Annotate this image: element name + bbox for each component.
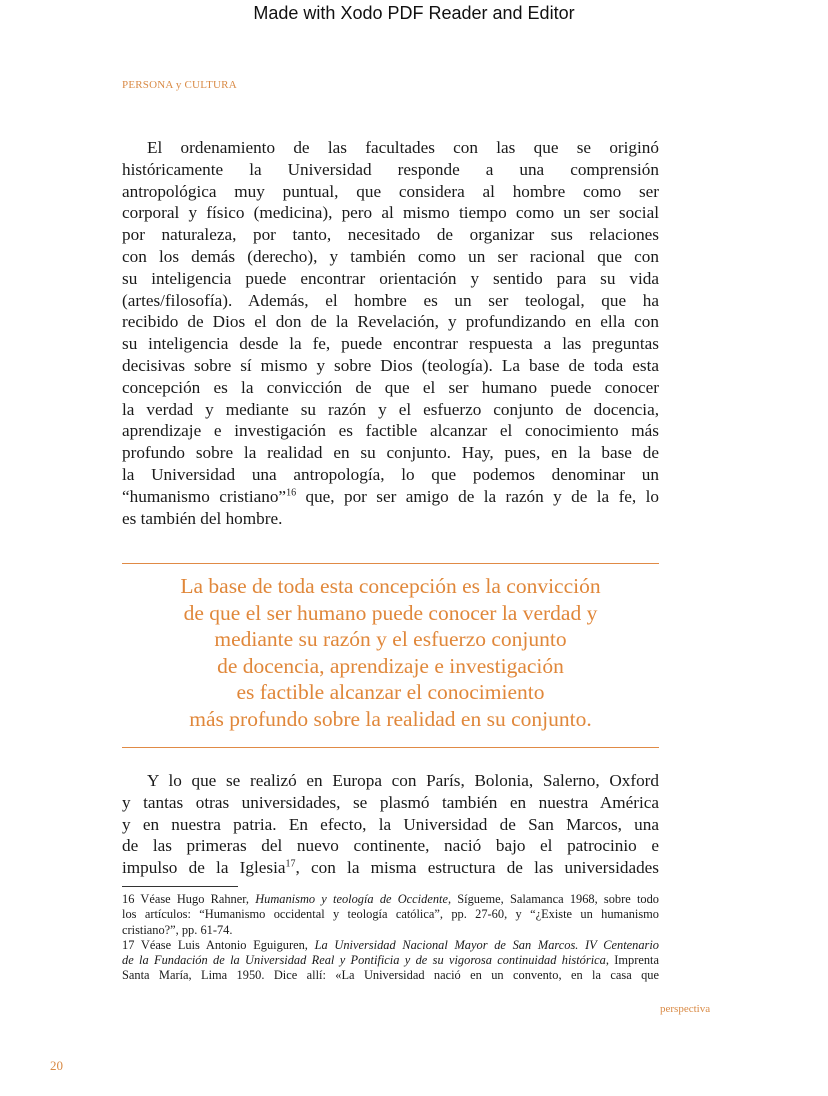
quote-line: es factible alcanzar el conocimiento: [236, 680, 545, 705]
text-line: Y lo que se realizó en Europa con París, Bolonia, Salerno, Oxford: [147, 771, 659, 790]
book-title: Humanismo y teología de Occidente: [255, 892, 448, 906]
book-title: de la Fundación de la Universidad Real y Pontificia y de su vigorosa continuidad histórica: [122, 953, 606, 968]
text-span: 17 Véase Luis Antonio Eguiguren,: [122, 937, 315, 952]
paragraph-1: [122, 137, 659, 529]
pull-quote: [122, 573, 659, 733]
footnote-16-line: [122, 892, 659, 907]
text-line: (artes/filosofía). Además, el hombre es un ser teologal, que ha: [122, 290, 659, 310]
page-number: 20: [50, 1058, 63, 1073]
text-line: con los demás (derecho), y también como un ser racional que con: [122, 246, 659, 266]
text-line: su inteligencia desde la fe, puede encontrar respuesta a las preguntas: [122, 334, 659, 354]
running-header: PERSONA y CULTURA: [122, 79, 237, 91]
text-line: históricamente la Universidad responde a una comprensión: [122, 159, 659, 179]
footnote-rule: [122, 886, 238, 887]
text-span: , Imprenta: [605, 953, 659, 968]
footnote-ref-17[interactable]: 17: [285, 858, 296, 870]
footnote-17-line: [122, 953, 659, 968]
footnote-16-line: los artículos: “Humanismo occidental y teología católica”, pp. 27-60, y “¿Existe un humanismo: [122, 907, 659, 922]
quote-line: mediante su razón y el esfuerzo conjunto: [214, 627, 567, 652]
quote-line: de docencia, aprendizaje e investigación: [217, 653, 564, 678]
text-line: profundo sobre la realidad en su conjunto. Hay, pues, en la base de: [122, 443, 659, 463]
text-line: es también del hombre.: [122, 508, 283, 528]
watermark-banner: Made with Xodo PDF Reader and Editor: [253, 3, 575, 23]
quote-line: La base de toda esta concepción es la convicción: [180, 574, 601, 598]
footnote-16-line: cristiano?”, pp. 61-74.: [122, 922, 233, 937]
text-line: la verdad y mediante su razón y el esfuerzo conjunto de docencia,: [122, 399, 659, 419]
text-line: por naturaleza, por tanto, necesitado de organizar sus relaciones: [122, 225, 659, 245]
text-span: , con la misma estructura de las universidades: [295, 858, 659, 878]
paragraph-2: [122, 770, 659, 879]
footnote-17-line: Santa María, Lima 1950. Dice allí: «La Universidad nació en un convento, en la casa que: [122, 968, 659, 983]
text-line: y tantas otras universidades, se plasmó también en nuestra América: [122, 792, 659, 812]
text-line: de las primeras del nuevo continente, nació bajo el patrocinio e: [122, 836, 659, 856]
text-line: El ordenamiento de las facultades con las que se originó: [147, 138, 659, 157]
text-line: concepción es la convicción de que el ser humano puede conocer: [122, 377, 659, 397]
running-footer: perspectiva: [660, 1003, 711, 1015]
quote-line: más profundo sobre la realidad en su conjunto.: [189, 706, 592, 731]
text-line: decisivas sobre sí mismo y sobre Dios (teología). La base de toda esta: [122, 355, 659, 375]
text-span: que, por ser amigo de la razón y de la fe, lo: [296, 486, 659, 506]
footnote-ref-16[interactable]: 16: [286, 487, 297, 499]
text-span: , Sígueme, Salamanca 1968, sobre todo: [447, 892, 659, 906]
text-line: antropológica muy puntual, que considera al hombre como ser: [122, 181, 659, 201]
text-span: 16 Véase Hugo Rahner,: [122, 892, 256, 906]
text-line: la Universidad una antropología, lo que podemos denominar un: [122, 464, 659, 484]
text-span: “humanismo cristiano”: [122, 486, 287, 506]
text-span: impulso de la Iglesia: [122, 858, 286, 878]
quote-bottom-rule: [122, 747, 659, 748]
text-line: y en nuestra patria. En efecto, la Universidad de San Marcos, una: [122, 814, 659, 834]
footnote-17-line: [122, 938, 659, 953]
text-line: [122, 857, 659, 879]
text-line: recibido de Dios el don de la Revelación, y profundizando en ella con: [122, 312, 659, 332]
text-line: [122, 486, 659, 508]
text-line: aprendizaje e investigación es factible alcanzar el conocimiento más: [122, 421, 659, 441]
quote-top-rule: [122, 563, 659, 564]
footnotes: [122, 892, 659, 984]
quote-line: de que el ser humano puede conocer la verdad y: [183, 600, 598, 625]
book-title: La Universidad Nacional Mayor de San Marcos. IV Centenario: [314, 937, 659, 952]
text-line: corporal y físico (medicina), pero al mismo tiempo como un ser social: [122, 203, 659, 223]
text-line: su inteligencia puede encontrar orientación y sentido para su vida: [122, 268, 659, 288]
